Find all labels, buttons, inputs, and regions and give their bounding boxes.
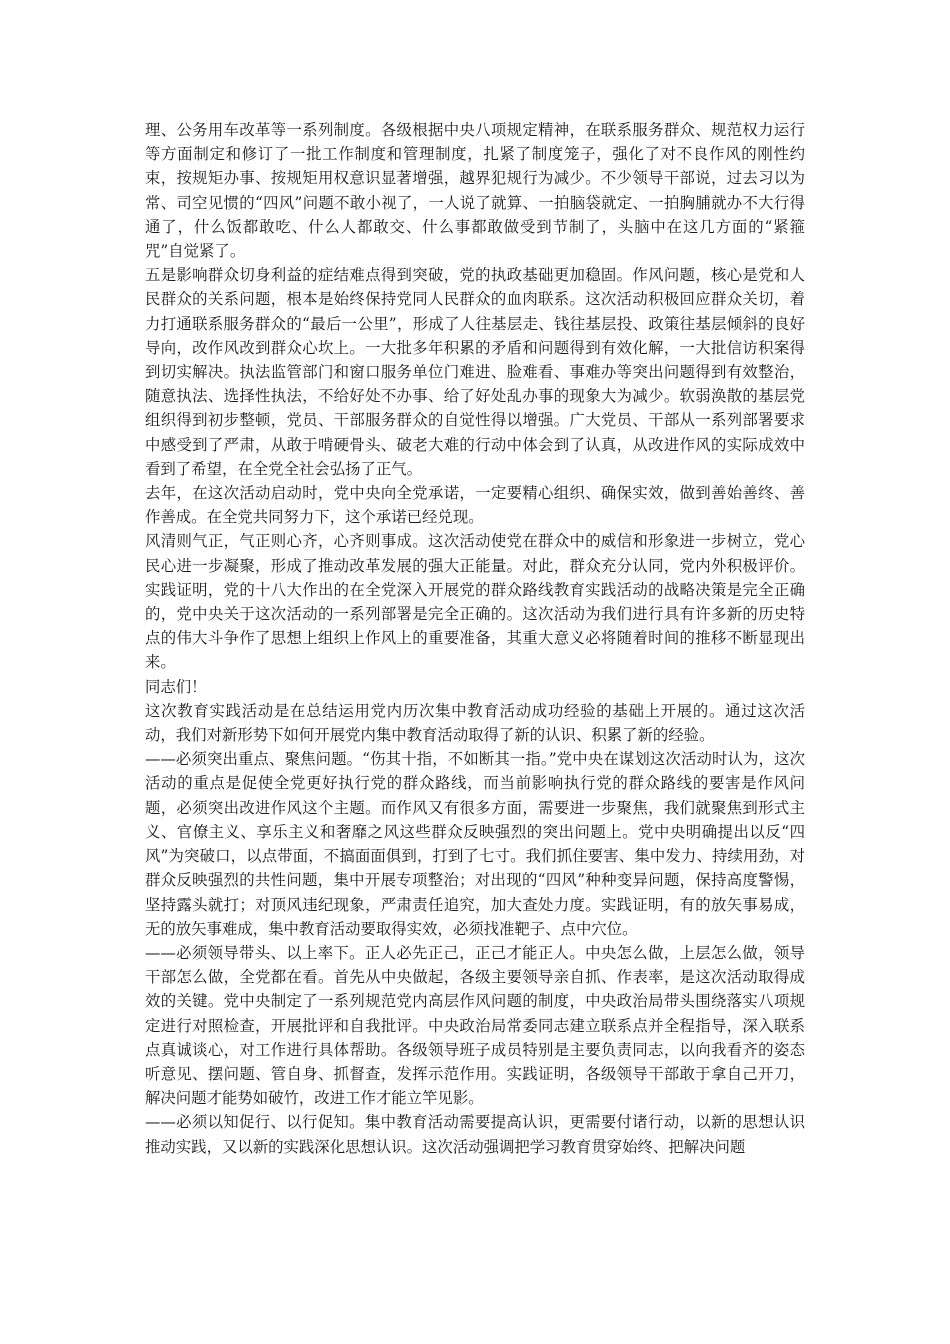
paragraph-7: ——必须突出重点、聚焦问题。“伤其十指，不如断其一指。”党中央在谋划这次活动时认为，这次活动的重点是促使全党更好执行党的群众路线，而当前影响执行党的群众路线的要害是作风问题，必须突出改进作风这个主题。而作风又有很多方面，需要进一步聚焦，我们就聚焦到形式主义、官僚主义、享乐主义和奢靡之风这些群众反映强烈的突出问题上。党中央明确提出以反“四风”为突破口，以点带面，不搞面面俱到，打到了七寸。我们抓住要害、集中发力、持续用劲，对群众反映强烈的共性问题，集中开展专项整治；对出现的“四风”种种变异问题，保持高度警惕，坚持露头就打；对顶风违纪现象，严肃责任追究，加大查处力度。实践证明，有的放矢事易成，无的放矢事难成，集中教育活动要取得实效，必须找准靶子、点中穴位。: [145, 750, 805, 938]
paragraph-3: 去年，在这次活动启动时，党中央向全党承诺，一定要精心组织、确保实效，做到善始善终、善作善成。在全党共同努力下，这个承诺已经兑现。: [145, 484, 805, 527]
paragraph-2: 五是影响群众切身利益的症结难点得到突破，党的执政基础更加稳固。作风问题，核心是党和人民群众的关系问题，根本是始终保持党同人民群众的血肉联系。这次活动积极回应群众关切，着力打通联系服务群众的“最后一公里”，形成了人往基层走、钱往基层投、政策往基层倾斜的良好导向，改作风改到群众心坎上。一大批多年积累的矛盾和问题得到有效化解，一大批信访积案得到切实解决。执法监管部门和窗口服务单位门难进、脸难看、事难办等突出问题得到有效整治，随意执法、选择性执法，不给好处不办事、给了好处乱办事的现象大为减少。软弱涣散的基层党组织得到初步整顿，党员、干部服务群众的自觉性得以增强。广大党员、干部从一系列部署要求中感受到了严肃，从敢于啃硬骨头、破老大难的行动中体会到了认真，从改进作风的实际成效中看到了希望，在全党全社会弘扬了正气。: [145, 266, 805, 478]
paragraph-6: 这次教育实践活动是在总结运用党内历次集中教育活动成功经验的基础上开展的。通过这次活动，我们对新形势下如何开展党内集中教育活动取得了新的认识、积累了新的经验。: [145, 701, 805, 745]
paragraph-1: 理、公务用车改革等一系列制度。各级根据中央八项规定精神，在联系服务群众、规范权力运行等方面制定和修订了一批工作制度和管理制度，扎紧了制度笼子，强化了对不良作风的刚性约束，按规矩办事、按规矩用权意识显著增强，越界犯规行为减少。不少领导干部说，过去习以为常、司空见惯的“四风”问题不敢小视了，一人说了就算、一拍脑袋就定、一拍胸脯就办不大行得通了，什么饭都敢吃、什么人都敢交、什么事都敢做受到节制了，头脑中在这几方面的“紧箍咒”自觉紧了。: [145, 121, 805, 261]
paragraph-4: 风清则气正，气正则心齐，心齐则事成。这次活动使党在群众中的威信和形象进一步树立，党心民心进一步凝聚，形成了推动改革发展的强大正能量。对此，群众充分认同，党内外积极评价。实践证明，党的十八大作出的在全党深入开展党的群众路线教育实践活动的战略决策是完全正确的，党中央关于这次活动的一系列部署是完全正确的。这次活动为我们进行具有许多新的历史特点的伟大斗争作了思想上组织上作风上的重要准备，其重大意义必将随着时间的推移不断显现出来。: [145, 532, 805, 672]
paragraph-9: ——必须以知促行、以行促知。集中教育活动需要提高认识，更需要付诸行动，以新的思想认识推动实践，又以新的实践深化思想认识。这次活动强调把学习教育贯穿始终、把解决问题: [145, 1113, 805, 1156]
paragraph-5: 同志们！: [145, 677, 207, 696]
paragraph-8: ——必须领导带头、以上率下。正人必先正己，正己才能正人。中央怎么做，上层怎么做，领导干部怎么做，全党都在看。首先从中央做起，各级主要领导亲自抓、作表率，是这次活动取得成效的关键。党中央制定了一系列规范党内高层作风问题的制度，中央政治局带头围绕落实八项规定进行对照检查，开展批评和自我批评。中央政治局常委同志建立联系点并全程指导，深入联系点真诚谈心，对工作进行具体帮助。各级领导班子成员特别是主要负责同志，以向我看齐的姿态听意见、摆问题、管自身、抓督查，发挥示范作用。实践证明，各级领导干部敢于拿自己开刀，解决问题才能势如破竹，改进工作才能立竿见影。: [145, 943, 805, 1108]
document-page: [145, 118, 805, 1159]
